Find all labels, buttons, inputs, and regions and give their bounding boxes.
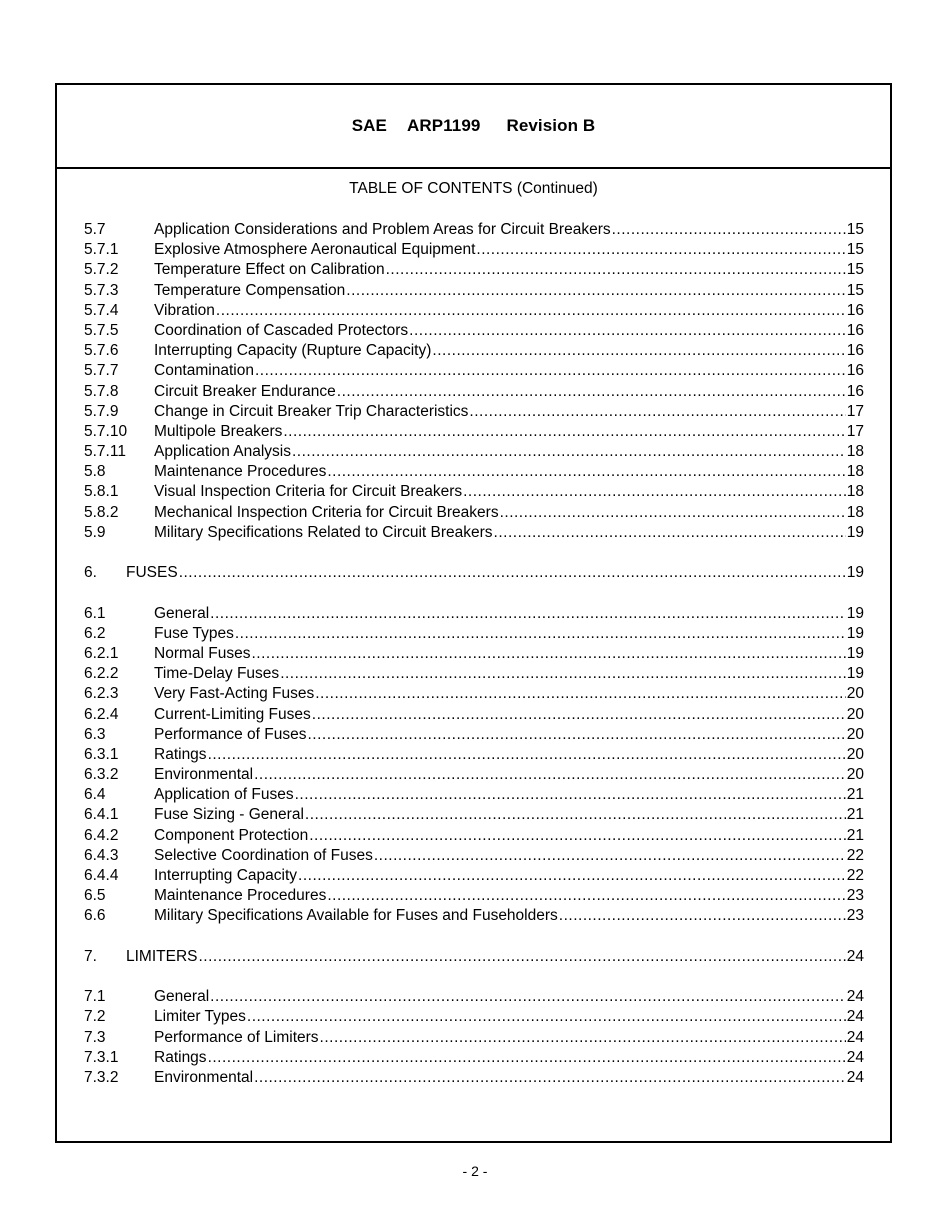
toc-entry: [84, 402, 864, 422]
toc-entry-number: 6.2.4: [84, 705, 119, 723]
toc-entry-page: 18: [846, 503, 864, 521]
toc-entry-page: 18: [846, 443, 864, 461]
toc-entry-number: 6.6: [84, 907, 106, 925]
toc-entry: [84, 846, 864, 866]
toc-entry: [84, 240, 864, 260]
toc-entry-number: 6.5: [84, 887, 106, 905]
toc-entry-title: Fuse Types: [154, 624, 234, 642]
toc-entry-page: 24: [846, 1068, 864, 1086]
dot-leader: [494, 523, 846, 543]
toc-entry-page: 24: [846, 1028, 864, 1046]
toc-entry-page: 16: [846, 321, 864, 339]
toc-entry-page: 20: [846, 745, 864, 763]
dot-leader: [247, 1007, 846, 1027]
toc-entry: [84, 321, 864, 341]
toc-entry-number: 5.7.3: [84, 281, 119, 299]
dot-leader: [298, 866, 846, 886]
dot-leader: [469, 402, 845, 422]
toc-entry-number: 6.3.1: [84, 745, 119, 763]
toc-entry: [84, 705, 864, 725]
toc-entry-title: Fuse Sizing - General: [154, 806, 304, 824]
toc-entry: [84, 1048, 864, 1068]
dot-leader: [255, 361, 846, 381]
toc-entry: [84, 866, 864, 886]
toc-entry-number: 5.7: [84, 221, 106, 238]
dot-leader: [292, 442, 846, 462]
dot-leader: [280, 664, 846, 684]
dot-leader: [309, 826, 846, 846]
dot-leader: [305, 805, 846, 825]
dot-leader: [432, 341, 845, 361]
toc-entry-title: Vibration: [154, 301, 215, 319]
dot-leader: [559, 906, 846, 926]
header-revision: Revision B: [506, 116, 596, 135]
toc-entry: [84, 523, 864, 543]
toc-entry: [84, 563, 864, 583]
toc-entry-number: 5.7.2: [84, 261, 119, 279]
toc-entry-page: 21: [846, 826, 864, 844]
document-header: [57, 85, 890, 169]
toc-entry-page: 19: [846, 523, 864, 541]
toc-entry: [84, 220, 864, 240]
toc-entry-page: 19: [846, 564, 864, 582]
page-number: - 2 -: [462, 1163, 488, 1179]
toc-entry-title: Interrupting Capacity: [154, 867, 298, 884]
toc-entry-number: 5.7.5: [84, 321, 119, 339]
toc-entry-page: 21: [846, 786, 864, 804]
toc-entry-page: 21: [846, 806, 864, 824]
dot-leader: [254, 765, 846, 785]
toc-entry-title: Visual Inspection Criteria for Circuit Breakers: [154, 483, 463, 501]
toc-entry: [84, 281, 864, 301]
toc-entry-title: LIMITERS: [126, 947, 198, 965]
page-frame: [55, 83, 892, 1143]
toc-entry: [84, 260, 864, 280]
toc-entry-number: 5.7.1: [84, 241, 119, 259]
toc-entry: [84, 947, 864, 967]
dot-leader: [307, 725, 845, 745]
toc-entry-number: 7.: [84, 947, 97, 965]
toc-entry: [84, 1028, 864, 1048]
toc-entry: [84, 382, 864, 402]
toc-entry-title: Ratings: [154, 745, 207, 763]
dot-leader: [500, 503, 846, 523]
toc-entry-title: General: [154, 604, 210, 622]
dot-leader: [374, 846, 846, 866]
toc-entry: [84, 442, 864, 462]
toc-entry-number: 5.8.2: [84, 503, 119, 521]
toc-entry: [84, 361, 864, 381]
toc-entry-page: 24: [846, 947, 864, 965]
toc-entry-title: Multipole Breakers: [154, 422, 283, 440]
toc-entry: [84, 725, 864, 745]
dot-leader: [320, 1028, 846, 1048]
dot-leader: [210, 987, 846, 1007]
toc-entry-number: 6.2: [84, 624, 106, 642]
toc-list: [84, 220, 864, 1088]
toc-entry-title: Normal Fuses: [154, 644, 251, 662]
toc-entry-number: 5.7.11: [84, 443, 126, 461]
toc-entry: [84, 987, 864, 1007]
toc-entry-title: FUSES: [126, 564, 178, 582]
toc-entry-title: Change in Circuit Breaker Trip Characteristics: [154, 402, 469, 420]
toc-entry-page: 24: [846, 988, 864, 1006]
toc-entry: [84, 906, 864, 926]
toc-entry-number: 5.7.7: [84, 362, 119, 380]
toc-entry-page: 19: [846, 604, 864, 622]
toc-entry: [84, 604, 864, 624]
toc-entry-title: Application Considerations and Problem Areas for Circuit Breakers: [154, 221, 611, 238]
toc-entry-page: 23: [846, 887, 864, 905]
toc-entry-number: 6.4: [84, 786, 106, 804]
toc-entry-title: Ratings: [154, 1048, 207, 1066]
toc-entry-number: 6.4.4: [84, 867, 119, 884]
toc-entry-page: 15: [846, 261, 864, 279]
toc-entry-title: General: [154, 988, 210, 1006]
toc-entry-title: Component Protection: [154, 826, 309, 844]
toc-entry-number: 5.8.1: [84, 483, 119, 501]
dot-leader: [312, 705, 846, 725]
dot-leader: [327, 462, 845, 482]
toc-entry-title: Temperature Compensation: [154, 281, 346, 299]
dot-leader: [208, 745, 846, 765]
toc-entry-page: 24: [846, 1048, 864, 1066]
toc-entry-title: Application Analysis: [154, 443, 291, 461]
toc-entry-page: 20: [846, 766, 864, 784]
toc-entry: [84, 805, 864, 825]
toc-entry-title: Coordination of Cascaded Protectors: [154, 321, 409, 339]
toc-entry: [84, 745, 864, 765]
dot-leader: [216, 301, 846, 321]
toc-entry-title: Environmental: [154, 766, 254, 784]
toc-entry-number: 6.1: [84, 604, 106, 622]
toc-entry: [84, 482, 864, 502]
dot-leader: [463, 482, 846, 502]
toc-entry: [84, 765, 864, 785]
toc-entry-number: 5.7.9: [84, 402, 119, 420]
toc-entry: [84, 1007, 864, 1027]
toc-entry-title: Temperature Effect on Calibration: [154, 261, 385, 279]
dot-leader: [409, 321, 846, 341]
toc-entry: [84, 503, 864, 523]
dot-leader: [337, 382, 846, 402]
toc-entry-title: Contamination: [154, 362, 254, 380]
dot-leader: [315, 684, 846, 704]
dot-leader: [198, 947, 845, 967]
toc-entry-title: Explosive Atmosphere Aeronautical Equipment: [154, 241, 476, 259]
toc-entry-title: Performance of Limiters: [154, 1028, 319, 1046]
toc-entry-title: Military Specifications Related to Circuit Breakers: [154, 523, 493, 541]
toc-entry-number: 7.3.1: [84, 1048, 119, 1066]
toc-entry-page: 16: [846, 382, 864, 400]
toc-entry-title: Interrupting Capacity (Rupture Capacity): [154, 342, 432, 360]
toc-entry-title: Selective Coordination of Fuses: [154, 846, 373, 864]
toc-entry-page: 16: [846, 301, 864, 319]
toc-entry-title: Performance of Fuses: [154, 725, 307, 743]
toc-entry-page: 19: [846, 624, 864, 642]
toc-entry: [84, 624, 864, 644]
toc-entry-page: 24: [846, 1008, 864, 1026]
toc-entry-title: Military Specifications Available for Fuses and Fuseholders: [154, 907, 558, 925]
toc-entry: [84, 886, 864, 906]
toc-entry-title: Limiter Types: [154, 1008, 246, 1026]
toc-entry-title: Maintenance Procedures: [154, 463, 327, 481]
toc-entry-page: 16: [846, 362, 864, 380]
header-org: SAE: [351, 116, 387, 135]
dot-leader: [476, 240, 845, 260]
dot-leader: [179, 563, 846, 583]
toc-entry-page: 22: [846, 846, 864, 864]
dot-leader: [327, 886, 845, 906]
toc-entry-number: 7.2: [84, 1008, 106, 1026]
toc-entry-page: 20: [846, 705, 864, 723]
toc-entry-number: 6.4.3: [84, 846, 119, 864]
toc-entry-title: Maintenance Procedures: [154, 887, 327, 905]
toc-entry-number: 5.7.10: [84, 422, 128, 440]
toc-entry-number: 6.4.2: [84, 826, 119, 844]
dot-leader: [210, 604, 846, 624]
toc-entry: [84, 341, 864, 361]
toc-entry-page: 15: [846, 241, 864, 259]
toc-entry-page: 18: [846, 483, 864, 501]
toc-entry-page: 19: [846, 644, 864, 662]
toc-entry-page: 15: [846, 281, 864, 299]
toc-entry-page: 23: [846, 907, 864, 925]
toc-entry-page: 22: [846, 867, 864, 884]
toc-entry-title: Current-Limiting Fuses: [154, 705, 311, 723]
toc-entry-title: Application of Fuses: [154, 786, 294, 804]
toc-entry: [84, 1068, 864, 1088]
toc-entry-title: Very Fast-Acting Fuses: [154, 685, 315, 703]
toc-entry-number: 5.7.6: [84, 342, 119, 360]
toc-entry-number: 7.3.2: [84, 1068, 119, 1086]
toc-entry-number: 5.9: [84, 523, 106, 541]
toc-entry-page: 18: [846, 463, 864, 481]
toc-entry-number: 6.3: [84, 725, 106, 743]
dot-leader: [208, 1048, 846, 1068]
toc-entry-number: 5.7.8: [84, 382, 119, 400]
toc-entry-page: 20: [846, 725, 864, 743]
toc-entry: [84, 684, 864, 704]
dot-leader: [612, 220, 846, 240]
toc-title: TABLE OF CONTENTS (Continued): [349, 180, 598, 197]
toc-entry-number: 6.2.3: [84, 685, 119, 703]
dot-leader: [251, 644, 845, 664]
toc-entry-page: 15: [846, 221, 864, 238]
toc-entry-page: 17: [846, 402, 864, 420]
toc-entry-number: 7.3: [84, 1028, 106, 1046]
dot-leader: [235, 624, 846, 644]
toc-entry-page: 16: [846, 342, 864, 360]
toc-entry: [84, 301, 864, 321]
toc-entry-number: 6.: [84, 564, 97, 582]
toc-entry-page: 19: [846, 665, 864, 683]
dot-leader: [295, 785, 846, 805]
toc-entry-number: 6.3.2: [84, 766, 119, 784]
toc-entry-title: Circuit Breaker Endurance: [154, 382, 336, 400]
toc-entry-number: 6.2.2: [84, 665, 119, 683]
toc-entry-number: 5.7.4: [84, 301, 119, 319]
toc-entry-page: 20: [846, 685, 864, 703]
toc-entry-title: Environmental: [154, 1068, 254, 1086]
dot-leader: [283, 422, 845, 442]
toc-entry: [84, 462, 864, 482]
toc-entry-number: 5.8: [84, 463, 106, 481]
toc-entry-title: Time-Delay Fuses: [154, 665, 280, 683]
toc-entry-number: 6.4.1: [84, 806, 119, 824]
toc-entry-page: 17: [846, 422, 864, 440]
toc-entry-number: 7.1: [84, 988, 106, 1006]
dot-leader: [346, 281, 845, 301]
toc-entry: [84, 826, 864, 846]
header-document-code: ARP1199: [406, 116, 481, 135]
toc-entry: [84, 644, 864, 664]
toc-entry-title: Mechanical Inspection Criteria for Circuit Breakers: [154, 503, 499, 521]
dot-leader: [386, 260, 846, 280]
toc-entry: [84, 785, 864, 805]
toc-entry-number: 6.2.1: [84, 644, 119, 662]
dot-leader: [254, 1068, 846, 1088]
toc-entry: [84, 422, 864, 442]
toc-entry: [84, 664, 864, 684]
